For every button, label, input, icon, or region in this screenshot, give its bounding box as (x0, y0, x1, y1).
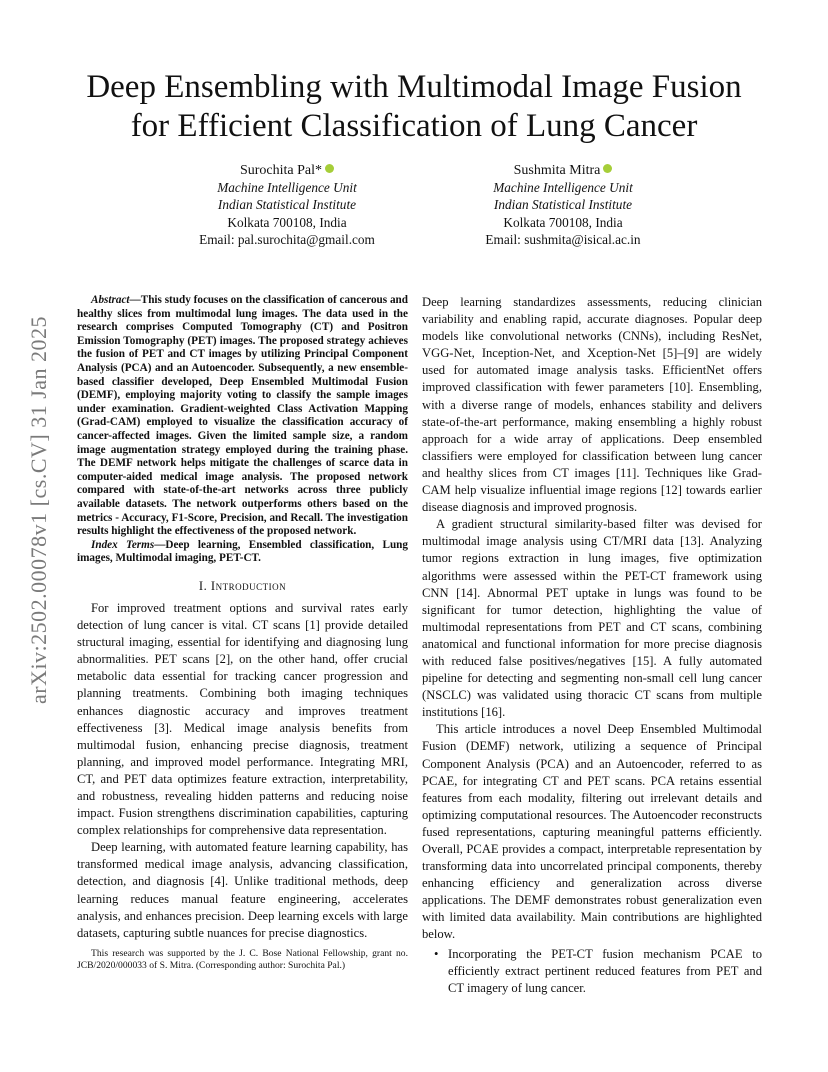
body-paragraph-1: Deep learning standardizes assessments, reducing clinician variability and enabling rapid, accurate diagnoses. Popular deep models like convolutional networks (CNNs), including ResNet, VGG-Net, Inception-Net, and Xception-Net [5]–[9] are widely used for automated image analysis tasks. EfficientNet offers improved classification with fewer parameters [10]. Ensembling, with a diverse range of models, enhances stability and delivers state-of-the-art performance, making ensembling a highly robust approach for a wide array of applications. Deep ensembled classifiers were employed for classification between lung cancer and healthy slices from CT images [11]. Techniques like Grad-CAM help visualize influential image regions [12] towards earlier disease diagnosis and improved prognosis. (422, 295, 762, 515)
abstract (77, 294, 408, 539)
arxiv-identifier (24, 290, 54, 730)
abstract-text: —This study focuses on the classification of cancerous and healthy slices from multimodal lung images. The data used in the research comprises Computed Tomography (CT) and Positron Emission Tomography (PET) images. The proposed strategy achieves the fusion of PET and CT images by utilizing Principal Component Analysis (PCA) and an Autoencoder. Subsequently, a new ensemble-based classifier developed, Deep Ensembled Multimodal Fusion (DEMF), employing majority voting to classify the sample images under examination. Gradient-weighted Class Activation Mapping (Grad-CAM) employed to visualize the classification accuracy of cancer-affected images. Given the limited sample size, a random image augmentation strategy employed during the training phase. The DEMF network helps mitigate the challenges of scarce data in computer-aided medical image analysis. The proposed network compared with state-of-the-art networks across three publicly available datasets. The network outperforms others based on the metrics - Accuracy, F1-Score, Precision, and Recall. The investigation results highlight the effectiveness of the proposed network. (77, 294, 408, 538)
section-heading (77, 578, 408, 595)
footnote-block (77, 948, 408, 972)
right-column (422, 294, 762, 997)
index-terms-label: Index Terms (91, 538, 155, 551)
orcid-icon[interactable] (325, 164, 334, 173)
author-block-1 (157, 162, 417, 248)
contribution-list (422, 946, 762, 997)
body-paragraph-3: This article introduces a novel Deep Ensembled Multimodal Fusion (DEMF) network, utilizing a sequence of Principal Component Analysis (PCA) and an Autoencoder, referred to as PCAE, for integrating CT and PET scans. PCA retains essential features from each modality, filtering out irrelevant details and optimizing computational resources. The Autoencoder reconstructs fused representations, capturing meaningful patterns efficiently. Overall, PCAE provides a compact, interpretable representation by transforming data into uncorrelated principal components, thereby enhancing efficiency and generalization across diverse applications. The DEMF demonstrates robust generalization even with limited data availability. Main contributions are highlighted below. (422, 722, 762, 942)
arxiv-id-text: arXiv:2502.00078v1 [cs.CV] 31 Jan 2025 (26, 315, 52, 705)
intro-paragraph-1: For improved treatment options and survival rates early detection of lung cancer is vital. CT scans [1] provide detailed structural imaging, essential for identifying and diagnosing lung abnormalities. PET scans [2], on the other hand, offer crucial metabolic data essential for tracking cancer progression and planning treatments. Combining both imaging techniques enhances diagnostic accuracy and improves treatment effectiveness [3]. Medical image analysis benefits from multimodal fusion, enhancing precise diagnosis, treatment planning, and improved model performance. Integrating MRI, CT, and PET data optimizes feature extraction, interpretability, and robustness, revealing hidden patterns and reducing noise impact. Fusion strengthens discrimination capabilities, capturing complex relationships for comprehensive data representation. (77, 600, 408, 838)
orcid-icon[interactable] (603, 164, 612, 173)
author-city: Kolkata 700108, India (227, 214, 347, 230)
author-unit: Machine Intelligence Unit (493, 180, 633, 196)
title-line-1: Deep Ensembling with Multimodal Image Fusion (86, 69, 742, 105)
author-city: Kolkata 700108, India (503, 214, 623, 230)
abstract-label: Abstract (91, 294, 130, 306)
intro-paragraph-2: Deep learning, with automated feature learning capability, has transformed medical image analysis, advancing classification, detection, and diagnosis [4]. Unlike traditional methods, deep learning reduces manual feature engineering, accelerates analysis, and enhances precision. Deep learning excels with large datasets, capturing subtle nuances for precise diagnostics. (77, 840, 408, 940)
contribution-item: • Incorporating the PET-CT fusion mechanism PCAE to efficiently extract pertinent reduced features from PET and CT imagery of lung cancer. (448, 946, 762, 997)
funding-footnote: This research was supported by the J. C. Bose National Fellowship, grant no. JCB/2020/000033 of S. Mitra. (Corresponding author: Surochita Pal.) (77, 948, 408, 971)
left-column (77, 294, 408, 942)
author-institute: Indian Statistical Institute (493, 197, 633, 213)
author-name: Sushmita Mitra (513, 163, 601, 178)
section-title: Introduction (210, 578, 287, 593)
section-number: I. (198, 578, 208, 593)
index-terms-text: —Deep learning, Ensembled classification, Lung images, Multimodal imaging, PET-CT. (77, 538, 408, 565)
title-line-2: for Efficient Classification of Lung Cancer (130, 108, 698, 144)
author-block-2 (433, 162, 693, 248)
author-name: Surochita Pal* (239, 163, 323, 178)
author-unit: Machine Intelligence Unit (217, 180, 357, 196)
author-email: Email: sushmita@isical.ac.in (485, 231, 641, 247)
author-institute: Indian Statistical Institute (217, 197, 357, 213)
paper-title (60, 68, 768, 146)
author-email: Email: pal.surochita@gmail.com (199, 231, 375, 247)
index-terms (77, 539, 408, 566)
body-paragraph-2: A gradient structural similarity-based filter was devised for multimodal image analysis using CT/MRI data [13]. Analyzing tumor regions extraction in lung images, five optimization algorithms were assessed within the PET-CT framework using CNN [14]. Abnormal PET uptake in lungs was found to be significant for tumor detection, highlighting the value of multimodal representations from PET and CT scans, combining anatomical and functional information for more precise diagnosis with reduced false positives/negatives [15]. A fully automated pipeline for detecting and segmenting non-small cell lung cancer (NSCLC) was validated using thoracic CT scans from multiple institutions [16]. (422, 517, 762, 720)
